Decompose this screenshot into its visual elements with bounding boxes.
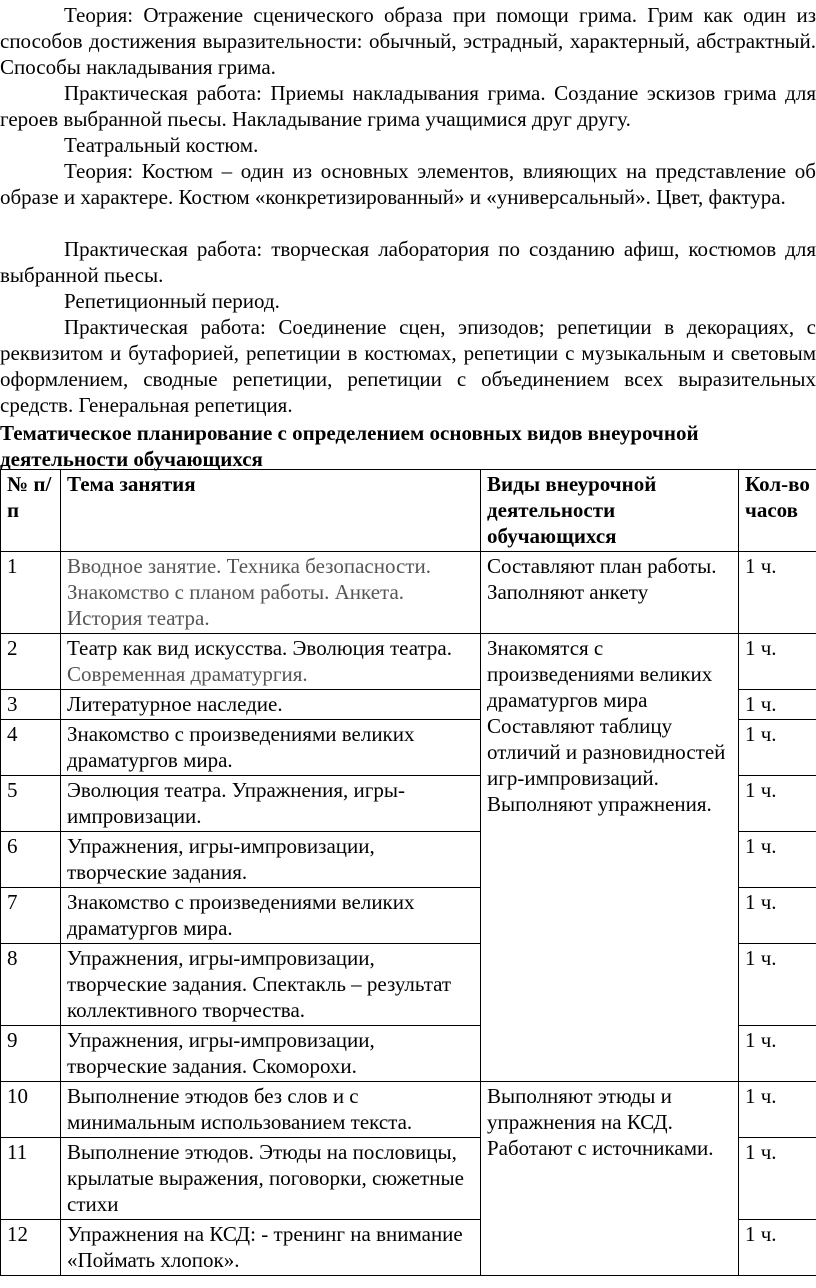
row-hours: 1 ч. (739, 552, 816, 634)
row-number: 1 (1, 552, 61, 634)
paragraph-makeup-theory: Теория: Отражение сценического образа при помощи грима. Грим как один из способов достижения выразительности: обычный, эстрадный, характерный, абстрактный. Способы накладывания грима. (0, 3, 816, 79)
row-topic: Выполнение этюдов без слов и с минимальным использованием текста. (61, 1082, 481, 1138)
paragraph-makeup-practice: Практическая работа: Приемы накладывания грима. Создание эскизов грима для героев выбранной пьесы. Накладывание грима учащимися друг другу. (0, 81, 816, 131)
row-number: 5 (1, 776, 61, 832)
row-hours: 1 ч. (739, 634, 816, 690)
row-topic: Упражнения, игры-импровизации, творческие задания. (61, 832, 481, 888)
header-topic: Тема занятия (61, 470, 481, 552)
header-hours: Кол-во часов (739, 470, 816, 552)
row-number: 8 (1, 944, 61, 1026)
row-topic-part: Театр как вид искусства. Эволюция театра. (67, 636, 453, 660)
row-activity-merged: Знакомятся с произведениями великих драматургов мира Составляют таблицу отличий и разновидностей игр-импровизаций. Выполняют упражнения. (481, 634, 739, 1082)
row-hours: 1 ч. (739, 720, 816, 776)
row-hours: 1 ч. (739, 1138, 816, 1220)
row-hours: 1 ч. (739, 776, 816, 832)
row-number: 11 (1, 1138, 61, 1220)
row-hours: 1 ч. (739, 1220, 816, 1276)
row-hours: 1 ч. (739, 832, 816, 888)
row-topic: Упражнения, игры-импровизации, творческие задания. Скоморохи. (61, 1026, 481, 1082)
row-number: 6 (1, 832, 61, 888)
row-topic: Упражнения, игры-импровизации, творческие задания. Спектакль – результат коллективного творчества. (61, 944, 481, 1026)
paragraph-costume-theory: Теория: Костюм – один из основных элементов, влияющих на представление об образе и характере. Костюм «конкретизированный» и «универсальный». Цвет, фактура. (0, 159, 816, 209)
row-number: 2 (1, 634, 61, 690)
row-number: 12 (1, 1220, 61, 1276)
header-number: № п/п (1, 470, 61, 552)
row-topic: Упражнения на КСД: - тренинг на внимание «Поймать хлопок». (61, 1220, 481, 1276)
table-row (1, 634, 816, 690)
section-heading: Тематическое планирование с определением основных видов внеурочной деятельности обучающихся (0, 421, 699, 471)
planning-table (0, 469, 816, 1276)
row-number: 9 (1, 1026, 61, 1082)
row-topic: Литературное наследие. (61, 690, 481, 720)
row-hours: 1 ч. (739, 1082, 816, 1138)
header-activity: Виды внеурочной деятельности обучающихся (481, 470, 739, 552)
row-hours: 1 ч. (739, 1026, 816, 1082)
row-topic: Знакомство с произведениями великих драматургов мира. (61, 720, 481, 776)
row-activity-merged: Выполняют этюды и упражнения на КСД. Работают с источниками. (481, 1082, 739, 1276)
row-topic: Эволюция театра. Упражнения, игры-импровизации. (61, 776, 481, 832)
table-header-row (1, 470, 816, 552)
row-topic: Знакомство с произведениями великих драматургов мира. (61, 888, 481, 944)
table-row (1, 1082, 816, 1138)
row-number: 10 (1, 1082, 61, 1138)
row-hours: 1 ч. (739, 690, 816, 720)
row-topic (61, 634, 481, 690)
row-number: 3 (1, 690, 61, 720)
row-hours: 1 ч. (739, 888, 816, 944)
row-hours: 1 ч. (739, 944, 816, 1026)
paragraph-costume-practice: Практическая работа: творческая лаборатория по созданию афиш, костюмов для выбранной пьесы. (0, 237, 816, 287)
row-topic-part-gray: Современная драматургия. (67, 662, 308, 686)
row-number: 7 (1, 888, 61, 944)
paragraph-costume-title: Театральный костюм. (64, 133, 259, 157)
table-row (1, 552, 816, 634)
row-number: 4 (1, 720, 61, 776)
row-topic: Вводное занятие. Техника безопасности. Знакомство с планом работы. Анкета. История театра. (61, 552, 481, 634)
paragraph-rehearsal-title: Репетиционный период. (64, 289, 280, 313)
row-activity: Составляют план работы. Заполняют анкету (481, 552, 739, 634)
paragraph-rehearsal-practice: Практическая работа: Соединение сцен, эпизодов; репетиции в декорациях, с реквизитом и бутафорией, репетиции в костюмах, репетиции с музыкальным и световым оформлением, сводные репетиции, репетиции с объединением всех выразительных средств. Генеральная репетиция. (0, 315, 816, 417)
row-topic: Выполнение этюдов. Этюды на пословицы, крылатые выражения, поговорки, сюжетные стихи (61, 1138, 481, 1220)
